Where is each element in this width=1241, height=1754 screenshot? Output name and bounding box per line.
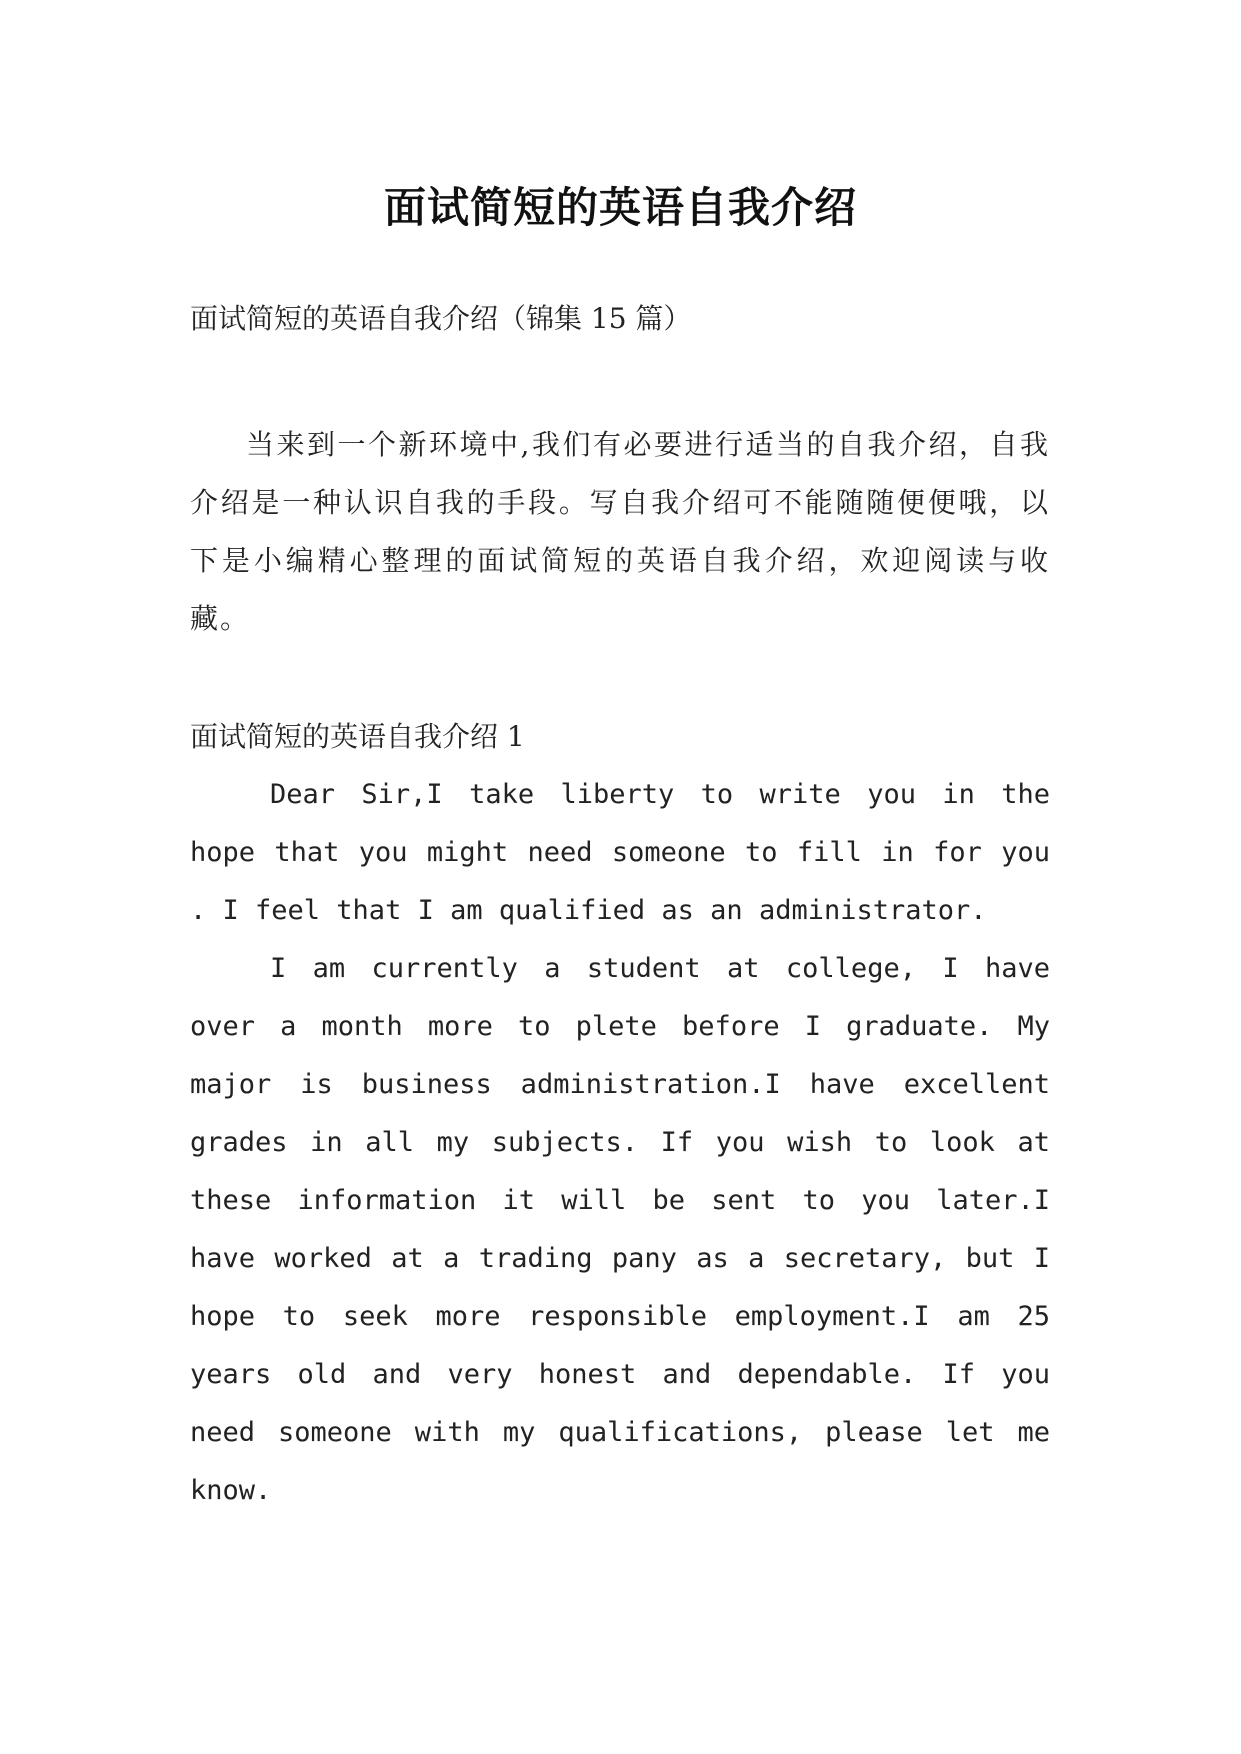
section-paragraph: Dear Sir,I take liberty to write you in the hope that you might need someone to fill in for you . I feel that I am qualified as an administrator.: [190, 779, 1050, 926]
section-heading: 面试简短的英语自我介绍 1: [190, 720, 525, 753]
section-paragraph: I am currently a student at college, I have over a month more to plete before I graduate. My major is business administration.I have excellent grades in all my subjects. If you wish to look at these information it will be sent to you later.I have worked at a trading pany as a secretary, but I hope to seek more responsible employment.I am 25 years old and very honest and dependable. If you need someone with my qualifications, please let me know.: [190, 953, 1050, 1506]
intro-paragraph: 当来到一个新环境中,我们有必要进行适当的自我介绍，自我介绍是一种认识自我的手段。写自我介绍可不能随随便便哦，以下是小编精心整理的面试简短的英语自我介绍，欢迎阅读与收藏。: [190, 428, 1050, 635]
document-title: 面试简短的英语自我介绍: [383, 183, 857, 233]
section-1: [190, 708, 1050, 1520]
document-body: [190, 290, 1050, 1520]
document-subtitle: 面试简短的英语自我介绍（锦集 15 篇）: [190, 302, 692, 335]
